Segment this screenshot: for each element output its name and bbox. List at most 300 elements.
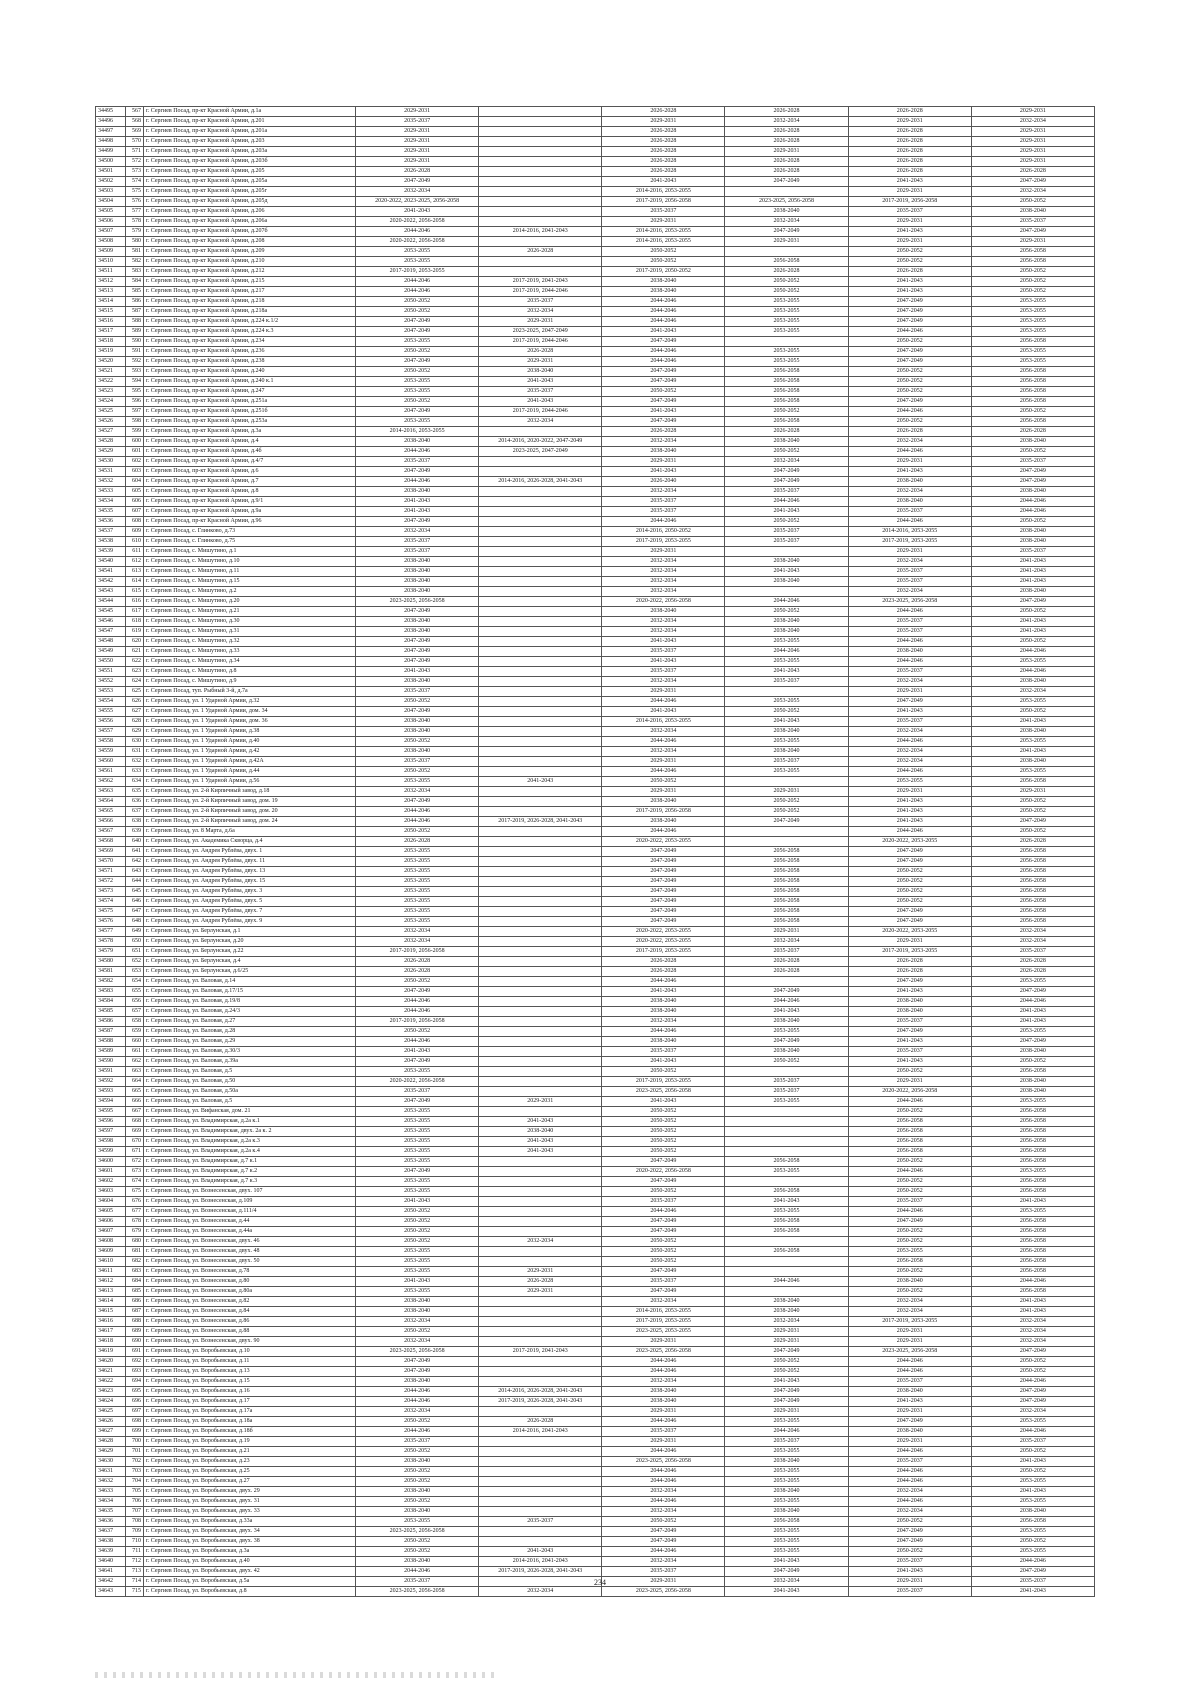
table-cell: 607 (126, 507, 144, 517)
table-cell: 2047-2049 (725, 817, 848, 827)
table-cell: 2050-2052 (602, 777, 725, 787)
table-cell: 2041-2043 (602, 657, 725, 667)
table-cell: 2035-2037 (848, 207, 971, 217)
table-cell: 2050-2052 (356, 297, 479, 307)
table-cell: 2050-2052 (356, 1547, 479, 1557)
table-cell: 2056-2058 (725, 377, 848, 387)
table-cell: 34598 (96, 1137, 126, 1147)
table-cell: 2047-2049 (602, 367, 725, 377)
table-cell: г. Сергиев Посад, пр-кт Красной Армии, д.9а (144, 507, 356, 517)
table-cell: 2032-2034 (602, 747, 725, 757)
table-cell: 2041-2043 (479, 1547, 602, 1557)
table-cell: 2047-2049 (848, 697, 971, 707)
table-cell: г. Сергиев Посад, с. Мишутино, д.34 (144, 657, 356, 667)
table-cell: г. Сергиев Посад, ул. Берлунская, д.6/25 (144, 967, 356, 977)
table-cell: 2053-2055 (971, 1027, 1094, 1037)
table-cell (479, 587, 602, 597)
table-cell (725, 247, 848, 257)
table-cell (479, 1527, 602, 1537)
table-cell: 2035-2037 (971, 547, 1094, 557)
table-cell: 2047-2049 (602, 1537, 725, 1547)
table-cell: 2044-2046 (356, 227, 479, 237)
table-cell: 34539 (96, 547, 126, 557)
table-cell: 2044-2046 (602, 827, 725, 837)
table-cell: 2029-2031 (848, 1577, 971, 1587)
table-cell: 2050-2052 (602, 1187, 725, 1197)
table-cell: 2035-2037 (602, 207, 725, 217)
table-cell: г. Сергиев Посад, с. Мишутино, д.9 (144, 677, 356, 687)
table-cell: 2041-2043 (602, 637, 725, 647)
table-cell (479, 1507, 602, 1517)
table-cell: 2044-2046 (971, 1427, 1094, 1437)
table-cell: 2050-2052 (848, 1237, 971, 1247)
table-cell: 2050-2052 (971, 447, 1094, 457)
table-cell: 2053-2055 (356, 1127, 479, 1137)
table-cell: 2041-2043 (848, 1567, 971, 1577)
table-cell: 2026-2028 (602, 107, 725, 117)
table-cell: 2026-2028 (725, 427, 848, 437)
table-cell: г. Сергиев Посад, ул. Воробьевская, двух. 29 (144, 1487, 356, 1497)
table-cell: 2056-2058 (971, 367, 1094, 377)
table-cell: 2047-2049 (356, 797, 479, 807)
table-cell: 2023-2025, 2056-2058 (356, 597, 479, 607)
table-row (96, 1507, 1095, 1517)
table-cell: 687 (126, 1307, 144, 1317)
table-cell (725, 1127, 848, 1137)
table-cell: 2029-2031 (725, 1407, 848, 1417)
table-cell: 2050-2052 (848, 887, 971, 897)
table-cell: 2035-2037 (848, 617, 971, 627)
table-cell (479, 427, 602, 437)
table-cell: 2047-2049 (602, 867, 725, 877)
table-cell: г. Сергиев Посад, пр-кт Красной Армии, д.210 (144, 257, 356, 267)
table-cell: 2038-2040 (971, 1077, 1094, 1087)
table-row (96, 157, 1095, 167)
table-cell: 2044-2046 (356, 1007, 479, 1017)
table-cell: 2032-2034 (725, 217, 848, 227)
table-cell: 2038-2040 (602, 1387, 725, 1397)
table-cell: 2053-2055 (971, 1207, 1094, 1217)
table-cell: 2038-2040 (356, 487, 479, 497)
table-cell: 2053-2055 (356, 337, 479, 347)
table-cell: 2014-2016, 2053-2055 (602, 717, 725, 727)
table-cell: 663 (126, 1067, 144, 1077)
table-cell: 709 (126, 1527, 144, 1537)
table-cell: 611 (126, 547, 144, 557)
table-cell: 2035-2037 (725, 1437, 848, 1447)
table-cell (725, 837, 848, 847)
table-row (96, 107, 1095, 117)
table-cell: 2026-2028 (848, 147, 971, 157)
table-cell (479, 117, 602, 127)
table-cell: 34510 (96, 257, 126, 267)
table-cell (479, 897, 602, 907)
table-cell: 2053-2055 (725, 637, 848, 647)
table-cell: 715 (126, 1587, 144, 1597)
table-cell (479, 657, 602, 667)
table-cell (479, 567, 602, 577)
table-cell: 2038-2040 (725, 1297, 848, 1307)
table-cell (479, 467, 602, 477)
table-cell: 2050-2052 (971, 287, 1094, 297)
table-cell: 2026-2028 (848, 957, 971, 967)
table-cell: 691 (126, 1347, 144, 1357)
table-cell: г. Сергиев Посад, ул. Валовая, д.30/3 (144, 1047, 356, 1057)
table-cell: 2026-2028 (848, 427, 971, 437)
table-cell: 2047-2049 (356, 637, 479, 647)
table-cell: 2053-2055 (356, 387, 479, 397)
table-row (96, 1497, 1095, 1507)
table-cell: 34629 (96, 1447, 126, 1457)
table-cell (479, 187, 602, 197)
table-cell: 2047-2049 (971, 597, 1094, 607)
table-cell: г. Сергиев Посад, пр-кт Красной Армии, д.209 (144, 247, 356, 257)
table-row (96, 427, 1095, 437)
table-cell: 2020-2022, 2056-2058 (602, 1167, 725, 1177)
table-cell: 34571 (96, 867, 126, 877)
table-cell: 703 (126, 1467, 144, 1477)
table-cell (479, 927, 602, 937)
table-cell: 2020-2022, 2056-2058 (356, 237, 479, 247)
table-cell: 679 (126, 1227, 144, 1237)
table-cell: 2023-2025, 2047-2049 (479, 327, 602, 337)
table-cell: 2029-2031 (725, 1337, 848, 1347)
table-row (96, 1537, 1095, 1547)
table-cell: 2056-2058 (971, 877, 1094, 887)
table-cell: г. Сергиев Посад, ул. Валовая, д.50 (144, 1077, 356, 1087)
table-cell: г. Сергиев Посад, пр-кт Красной Армии, д.251б (144, 407, 356, 417)
table-cell: 2026-2028 (971, 167, 1094, 177)
table-cell: 34595 (96, 1107, 126, 1117)
table-cell: 2044-2046 (848, 517, 971, 527)
table-cell (479, 1257, 602, 1267)
table-cell: 2053-2055 (971, 977, 1094, 987)
table-cell: 2014-2016, 2026-2028, 2041-2043 (479, 477, 602, 487)
table-cell: 34551 (96, 667, 126, 677)
table-cell: 2038-2040 (725, 727, 848, 737)
table-cell: 636 (126, 797, 144, 807)
table-cell: 2050-2052 (725, 407, 848, 417)
table-cell: 710 (126, 1537, 144, 1547)
table-cell: 34606 (96, 1217, 126, 1227)
table-cell: 2038-2040 (602, 277, 725, 287)
table-row (96, 347, 1095, 357)
table-cell: 34597 (96, 1127, 126, 1137)
table-cell: 2038-2040 (602, 447, 725, 457)
table-cell: 2050-2052 (356, 1327, 479, 1337)
table-cell: 2029-2031 (602, 787, 725, 797)
table-cell: 2029-2031 (848, 117, 971, 127)
table-cell: 2029-2031 (848, 457, 971, 467)
table-cell: 2050-2052 (848, 337, 971, 347)
page-number: 234 (594, 1578, 606, 1587)
table-row (96, 597, 1095, 607)
table-cell (725, 1117, 848, 1127)
table-row (96, 1027, 1095, 1037)
table-cell: 2056-2058 (725, 397, 848, 407)
table-cell: г. Сергиев Посад, ул. Валовая, д.5 (144, 1097, 356, 1107)
table-cell: г. Сергиев Посад, ул. Берлунская, д.20 (144, 937, 356, 947)
table-cell: 2032-2034 (479, 307, 602, 317)
table-row (96, 207, 1095, 217)
table-cell: 2056-2058 (725, 907, 848, 917)
table-cell: г. Сергиев Посад, ул. Вознесенская, двух. 48 (144, 1247, 356, 1257)
table-cell (479, 1207, 602, 1217)
table-cell: 2029-2031 (848, 187, 971, 197)
table-cell: 2026-2028 (971, 837, 1094, 847)
table-cell: 2050-2052 (725, 1367, 848, 1377)
table-row (96, 1017, 1095, 1027)
table-cell: 2050-2052 (356, 307, 479, 317)
table-row (96, 1527, 1095, 1537)
table-cell: 2035-2037 (971, 947, 1094, 957)
table-cell: 2050-2052 (971, 1357, 1094, 1367)
table-cell (479, 807, 602, 817)
table-cell: 2050-2052 (602, 1517, 725, 1527)
table-cell: 2056-2058 (725, 1247, 848, 1257)
table-cell: 708 (126, 1517, 144, 1527)
table-row (96, 1237, 1095, 1247)
table-cell: 2026-2028 (602, 167, 725, 177)
table-cell: 2056-2058 (971, 247, 1094, 257)
table-cell: 34557 (96, 727, 126, 737)
table-cell: г. Сергиев Посад, ул. Валовая, д.14 (144, 977, 356, 987)
table-cell: г. Сергиев Посад, пр-кт Красной Армии, д.206а (144, 217, 356, 227)
table-cell: 2026-2028 (356, 957, 479, 967)
table-cell: 2050-2052 (602, 247, 725, 257)
table-cell (479, 977, 602, 987)
table-cell: г. Сергиев Посад, ул. 1 Ударной Армии, д.38 (144, 727, 356, 737)
table-cell: 2050-2052 (971, 1467, 1094, 1477)
table-cell: г. Сергиев Посад, ул. Валовая, д.39а (144, 1057, 356, 1067)
table-cell: 2050-2052 (848, 377, 971, 387)
table-cell: 625 (126, 687, 144, 697)
table-cell: 2050-2052 (356, 1477, 479, 1487)
table-cell: 2044-2046 (971, 647, 1094, 657)
table-cell: г. Сергиев Посад, ул. Вознесенская, двух. 50 (144, 1257, 356, 1267)
table-cell: г. Сергиев Посад, пр-кт Красной Армии, д.9/1 (144, 497, 356, 507)
table-cell: г. Сергиев Посад, ул. Академика Скворца, д.4 (144, 837, 356, 847)
table-cell (479, 957, 602, 967)
table-row (96, 247, 1095, 257)
table-cell: 568 (126, 117, 144, 127)
table-cell: 2041-2043 (725, 1007, 848, 1017)
table-cell: 34640 (96, 1557, 126, 1567)
table-cell: 2026-2028 (479, 1277, 602, 1287)
table-cell: 2038-2040 (725, 617, 848, 627)
table-row (96, 1307, 1095, 1317)
table-cell: 2050-2052 (725, 277, 848, 287)
table-cell: 2056-2058 (971, 1107, 1094, 1117)
table-cell: 2041-2043 (848, 277, 971, 287)
table-row (96, 1187, 1095, 1197)
table-cell: 2029-2031 (848, 1337, 971, 1347)
table-cell: г. Сергиев Посад, ул. Берлунская, д.1 (144, 927, 356, 937)
table-cell: 2047-2049 (356, 987, 479, 997)
table-cell: 34534 (96, 497, 126, 507)
table-cell: 2056-2058 (725, 387, 848, 397)
table-cell: 34560 (96, 757, 126, 767)
table-cell: 34507 (96, 227, 126, 237)
table-cell: 2047-2049 (971, 817, 1094, 827)
table-cell: г. Сергиев Посад, ул. Воробьевская, д.16 (144, 1387, 356, 1397)
table-cell: 2044-2046 (848, 447, 971, 457)
table-row (96, 647, 1095, 657)
table-cell: 2047-2049 (848, 1027, 971, 1037)
table-cell: 2053-2055 (356, 1517, 479, 1527)
table-cell: 2017-2019, 2053-2055 (848, 1317, 971, 1327)
table-row (96, 1487, 1095, 1497)
table-cell: 2053-2055 (356, 1067, 479, 1077)
table-cell: 2035-2037 (848, 667, 971, 677)
table-row (96, 127, 1095, 137)
table-cell (479, 747, 602, 757)
table-cell: 2053-2055 (971, 657, 1094, 667)
table-cell: 34638 (96, 1537, 126, 1547)
table-cell (725, 1177, 848, 1187)
table-cell: 34615 (96, 1307, 126, 1317)
table-cell: 2041-2043 (848, 467, 971, 477)
table-cell: 2041-2043 (725, 507, 848, 517)
table-cell: 2050-2052 (725, 707, 848, 717)
table-row (96, 1357, 1095, 1367)
table-cell: 599 (126, 427, 144, 437)
table-cell: 2047-2049 (848, 297, 971, 307)
table-cell (479, 1377, 602, 1387)
table-cell: 2047-2049 (356, 357, 479, 367)
table-cell: г. Сергиев Посад, ул. Вознесенская, д.109 (144, 1197, 356, 1207)
table-cell: 2029-2031 (356, 157, 479, 167)
table-cell: 2056-2058 (725, 1187, 848, 1197)
table-cell: 34604 (96, 1197, 126, 1207)
table-row (96, 517, 1095, 527)
table-cell: 34624 (96, 1397, 126, 1407)
table-cell: 2029-2031 (602, 217, 725, 227)
table-cell: г. Сергиев Посад, ул. 1 Ударной Армии, д.42 (144, 747, 356, 757)
table-cell: 2029-2031 (971, 237, 1094, 247)
table-cell (479, 1087, 602, 1097)
table-cell: 2044-2046 (971, 497, 1094, 507)
table-cell: 2026-2028 (848, 267, 971, 277)
table-cell: 2050-2052 (725, 287, 848, 297)
table-cell: 34506 (96, 217, 126, 227)
table-cell: 2050-2052 (848, 417, 971, 427)
table-row (96, 847, 1095, 857)
table-cell (479, 1297, 602, 1307)
table-cell: 2053-2055 (356, 1157, 479, 1167)
table-cell: 2047-2049 (725, 177, 848, 187)
table-cell: 2038-2040 (848, 1387, 971, 1397)
table-cell: 2017-2019, 2053-2055 (602, 1077, 725, 1087)
table-row (96, 1267, 1095, 1277)
table-cell: 2050-2052 (848, 367, 971, 377)
table-cell: 657 (126, 1007, 144, 1017)
table-row (96, 887, 1095, 897)
table-cell: 2017-2019, 2056-2058 (356, 947, 479, 957)
register-sheet (95, 106, 1095, 1597)
table-cell: 2035-2037 (848, 577, 971, 587)
table-row (96, 307, 1095, 317)
table-cell: 2050-2052 (602, 1117, 725, 1127)
table-cell (479, 237, 602, 247)
table-cell: 603 (126, 467, 144, 477)
table-cell: 2056-2058 (971, 417, 1094, 427)
table-cell: 2017-2019, 2044-2046 (479, 337, 602, 347)
table-row (96, 1337, 1095, 1347)
table-cell: 2056-2058 (971, 887, 1094, 897)
table-cell: 2053-2055 (971, 317, 1094, 327)
table-cell: г. Сергиев Посад, пр-кт Красной Армии, д.205г (144, 187, 356, 197)
table-cell: 2053-2055 (725, 347, 848, 357)
table-cell: 2032-2034 (971, 927, 1094, 937)
table-cell: 2035-2037 (848, 627, 971, 637)
table-cell: 2050-2052 (602, 1247, 725, 1257)
table-cell: 34500 (96, 157, 126, 167)
table-cell: г. Сергиев Посад, с. Мишутино, д.1 (144, 547, 356, 557)
table-cell: 572 (126, 157, 144, 167)
table-cell: 34637 (96, 1527, 126, 1537)
table-cell: 704 (126, 1477, 144, 1487)
table-cell: 2053-2055 (725, 357, 848, 367)
table-cell: 2029-2031 (725, 147, 848, 157)
table-cell: 2041-2043 (971, 617, 1094, 627)
table-cell: 2017-2019, 2056-2058 (848, 197, 971, 207)
table-row (96, 777, 1095, 787)
table-row (96, 1457, 1095, 1467)
table-cell: 34634 (96, 1497, 126, 1507)
table-cell: 631 (126, 747, 144, 757)
table-row (96, 1167, 1095, 1177)
table-cell: 2044-2046 (848, 1167, 971, 1177)
table-cell: 2044-2046 (725, 597, 848, 607)
table-cell: г. Сергиев Посад, ул. Воробьевская, д.19 (144, 1437, 356, 1447)
table-row (96, 177, 1095, 187)
table-cell: 2041-2043 (971, 747, 1094, 757)
table-cell: 645 (126, 887, 144, 897)
table-cell: 2038-2040 (356, 677, 479, 687)
table-cell: 2041-2043 (479, 777, 602, 787)
table-cell: 34642 (96, 1577, 126, 1587)
table-row (96, 417, 1095, 427)
table-cell: 34581 (96, 967, 126, 977)
table-cell (479, 147, 602, 157)
table-cell: 34511 (96, 267, 126, 277)
table-cell: 2038-2040 (848, 497, 971, 507)
table-cell: 2050-2052 (725, 797, 848, 807)
table-cell: 682 (126, 1257, 144, 1267)
table-cell: 2050-2052 (356, 1207, 479, 1217)
table-cell: 2050-2052 (848, 1177, 971, 1187)
table-cell: 2029-2031 (848, 1437, 971, 1447)
table-cell: 2038-2040 (356, 1297, 479, 1307)
table-cell: 2041-2043 (356, 1047, 479, 1057)
table-cell: 2053-2055 (356, 1267, 479, 1277)
table-cell: 2056-2058 (971, 867, 1094, 877)
table-row (96, 817, 1095, 827)
table-cell: 34498 (96, 137, 126, 147)
table-cell: 2038-2040 (971, 437, 1094, 447)
table-cell: 2038-2040 (725, 627, 848, 637)
table-cell: 34578 (96, 937, 126, 947)
table-cell: 34548 (96, 637, 126, 647)
table-row (96, 457, 1095, 467)
table-cell: 34574 (96, 897, 126, 907)
table-cell: 2017-2019, 2056-2058 (356, 1017, 479, 1027)
table-cell: 2041-2043 (971, 1007, 1094, 1017)
table-cell: 2050-2052 (602, 1107, 725, 1117)
table-cell: 637 (126, 807, 144, 817)
table-cell: г. Сергиев Посад, пр-кт Красной Армии, д.203а (144, 147, 356, 157)
